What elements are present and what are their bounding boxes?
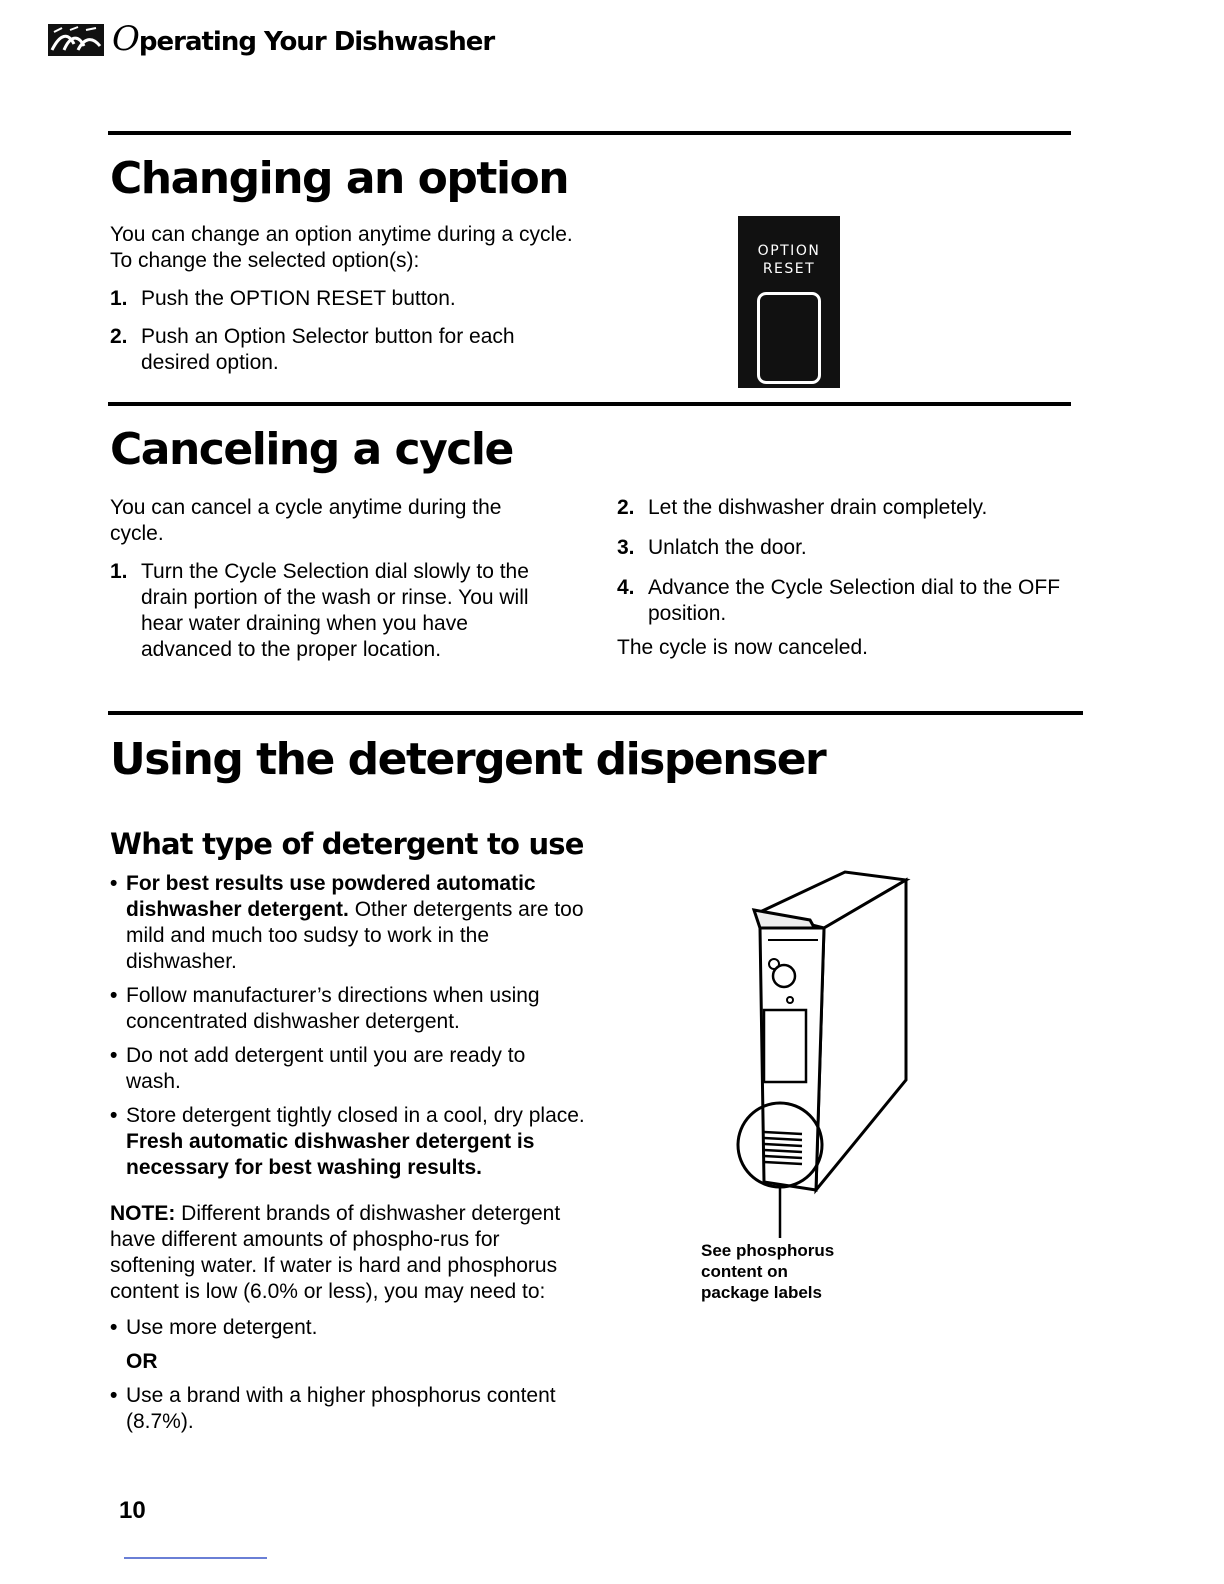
canceling-right-column	[617, 495, 1067, 661]
bullet-glyph: •	[110, 1316, 118, 1339]
list-item	[110, 1315, 585, 1341]
list-item	[110, 559, 560, 663]
canceling-cycle-title: Canceling a cycle	[110, 424, 513, 475]
phosphorus-caption	[701, 1240, 834, 1303]
changing-option-intro: You can change an option anytime during a cycle. To change the selected option(s):	[110, 223, 573, 272]
detergent-box-illustration	[720, 860, 940, 1240]
step-number: 2.	[110, 325, 128, 348]
bullet-text: Do not add detergent until you are ready to wash.	[126, 1044, 526, 1093]
option-b-text: Use a brand with a higher phosphorus content (8.7%).	[126, 1384, 556, 1433]
bullet-glyph: •	[110, 1384, 118, 1407]
bullet-glyph: •	[110, 1044, 118, 1067]
step-text: Push the OPTION RESET button.	[141, 287, 456, 310]
detergent-section-title: Using the detergent dispenser	[110, 734, 826, 785]
list-item	[110, 983, 585, 1035]
bullet-bold-text: Fresh automatic dishwasher detergent is necessary for best washing results.	[126, 1130, 535, 1179]
bullet-glyph: •	[110, 984, 118, 1007]
canceling-intro: You can cancel a cycle anytime during the cycle.	[110, 496, 502, 545]
brand-logo-icon	[48, 24, 104, 56]
section-divider	[108, 131, 1071, 135]
caption-line: content on	[701, 1262, 788, 1281]
section-divider	[108, 402, 1071, 406]
step-number: 1.	[110, 287, 128, 310]
note-text: Different brands of dishwasher detergent have different amounts of phospho-rus for softening water. If water is hard and phosphorus content is low (6.0% or less), you may need to:	[110, 1202, 561, 1303]
option-reset-key-icon	[757, 292, 821, 384]
list-item	[110, 1103, 585, 1181]
header-title-rest: perating Your Dishwasher	[138, 27, 495, 57]
detergent-subtitle: What type of detergent to use	[110, 827, 584, 861]
section-divider	[108, 711, 1083, 715]
option-reset-label	[758, 242, 821, 278]
option-reset-label-line2: RESET	[762, 261, 816, 277]
step-text: Push an Option Selector button for each desired option.	[141, 325, 515, 374]
step-text: Let the dishwasher drain completely.	[648, 496, 988, 519]
section-header-title	[112, 19, 495, 59]
list-item	[110, 324, 580, 376]
bullet-bold-text: For best results use powdered automatic dishwasher detergent.	[126, 872, 536, 921]
detergent-body	[110, 871, 585, 1443]
step-number: 1.	[110, 560, 128, 583]
step-text: Unlatch the door.	[648, 536, 807, 559]
caption-line: package labels	[701, 1283, 822, 1302]
bullet-glyph: •	[110, 872, 118, 895]
canceling-closing: The cycle is now canceled.	[617, 636, 868, 659]
list-item	[110, 286, 580, 312]
bullet-text: Other detergents are too mild and much too sudsy to work in the dishwasher.	[126, 898, 584, 973]
note-label: NOTE:	[110, 1202, 176, 1225]
step-text: Advance the Cycle Selection dial to the OFF position.	[648, 576, 1061, 625]
changing-option-title: Changing an option	[110, 153, 569, 204]
list-item	[617, 535, 1067, 561]
list-item	[110, 1043, 585, 1095]
step-number: 2.	[617, 496, 635, 519]
option-reset-button-illustration	[738, 216, 840, 388]
page-number: 10	[119, 1497, 146, 1524]
step-number: 3.	[617, 536, 635, 559]
or-label: OR	[126, 1350, 158, 1373]
step-text: Turn the Cycle Selection dial slowly to the drain portion of the wash or rinse. You will hear water draining when you have advanced to the proper location.	[141, 560, 529, 661]
changing-option-body	[110, 222, 580, 388]
option-a-text: Use more detergent.	[126, 1316, 318, 1339]
bullet-glyph: •	[110, 1104, 118, 1127]
list-item	[110, 1383, 585, 1435]
list-item	[110, 871, 585, 975]
list-item	[617, 575, 1067, 627]
bullet-text: Follow manufacturer’s directions when using concentrated dishwasher detergent.	[126, 984, 540, 1033]
step-number: 4.	[617, 576, 635, 599]
header-initial: O	[112, 19, 139, 59]
footer-divider	[124, 1557, 267, 1559]
canceling-left-column	[110, 495, 560, 675]
page-header	[48, 10, 495, 59]
bullet-text: Store detergent tightly closed in a cool, dry place.	[126, 1104, 585, 1127]
detergent-note	[110, 1201, 585, 1305]
option-reset-label-line1: OPTION	[757, 243, 821, 259]
caption-line: See phosphorus	[701, 1241, 835, 1260]
list-item	[617, 495, 1067, 521]
